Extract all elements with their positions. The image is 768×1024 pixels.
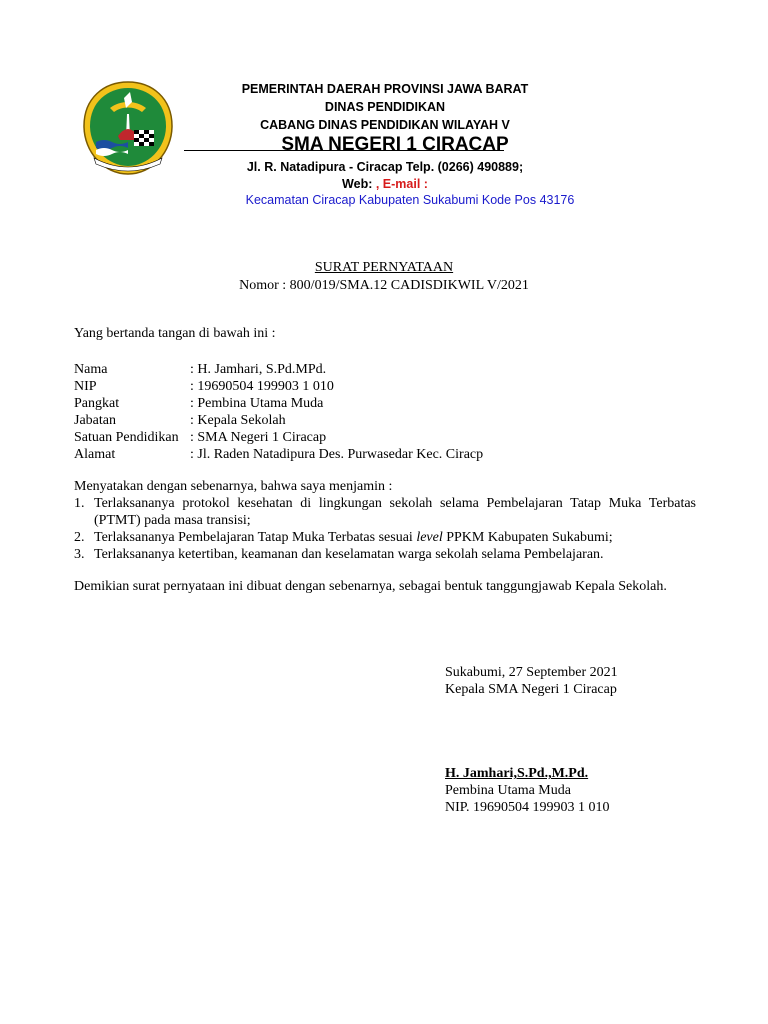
signature-rank: Pembina Utama Muda — [445, 783, 571, 798]
list-item-number: 2. — [74, 530, 85, 545]
identity-label: Satuan Pendidikan — [74, 430, 179, 445]
list-item-text-italic: level — [416, 530, 443, 545]
document-title — [0, 260, 768, 276]
west-java-emblem-logo — [80, 78, 176, 178]
identity-row-pangkat — [74, 396, 323, 412]
signature-role: Kepala SMA Negeri 1 Ciracap — [445, 682, 617, 697]
identity-value: : SMA Negeri 1 Ciracap — [190, 430, 327, 445]
identity-value: : Kepala Sekolah — [190, 413, 286, 428]
identity-label: NIP — [74, 379, 97, 394]
list-item-text: Terlaksananya ketertiban, keamanan dan keselamatan warga sekolah selama Pembelajaran. — [94, 547, 604, 562]
list-item — [74, 495, 696, 529]
identity-value: : Jl. Raden Natadipura Des. Purwasedar Kec. Ciracp — [190, 447, 484, 462]
identity-row-satuan-pendidikan — [74, 430, 326, 446]
signature-place-date: Sukabumi, 27 September 2021 — [445, 665, 618, 680]
intro-text: Yang bertanda tangan di bawah ini : — [74, 326, 276, 341]
letterhead-school-name: SMA NEGERI 1 CIRACAP — [281, 134, 509, 155]
statement-intro: Menyatakan dengan sebenarnya, bahwa saya menjamin : — [74, 479, 393, 494]
list-item-text — [94, 529, 696, 546]
identity-value: : H. Jamhari, S.Pd.MPd. — [190, 362, 327, 377]
identity-value: : 19690504 199903 1 010 — [190, 379, 334, 394]
list-item-text: Terlaksananya protokol kesehatan di lingkungan sekolah selama Pembelajaran Tatap Muka Terbatas (PTMT) pada masa transisi; — [94, 496, 696, 528]
identity-row-nip — [74, 379, 334, 395]
list-item-text-part: PPKM Kabupaten Sukabumi; — [442, 530, 613, 545]
letterhead-government: PEMERINTAH DAERAH PROVINSI JAWA BARAT — [241, 82, 529, 96]
identity-label: Pangkat — [74, 396, 120, 411]
letterhead-web-email — [190, 177, 580, 191]
closing-paragraph: Demikian surat pernyataan ini dibuat dengan sebenarnya, sebagai bentuk tanggungjawab Kepala Sekolah. — [74, 579, 667, 594]
document-number: Nomor : 800/019/SMA.12 CADISDIKWIL V/2021 — [239, 278, 529, 293]
document-title-text: SURAT PERNYATAAN — [314, 260, 454, 275]
letterhead-location: Kecamatan Ciracap Kabupaten Sukabumi Kode Pos 43176 — [245, 193, 575, 207]
list-item — [74, 546, 696, 563]
signature-nip: NIP. 19690504 199903 1 010 — [445, 800, 610, 815]
list-item — [74, 529, 696, 546]
web-label: Web: — [342, 177, 373, 191]
list-item-number: 1. — [74, 496, 85, 511]
letterhead-branch: CABANG DINAS PENDIDIKAN WILAYAH V — [260, 118, 510, 132]
identity-row-jabatan — [74, 413, 286, 429]
list-item-text-part: Terlaksananya Pembelajaran Tatap Muka Terbatas sesuai — [94, 530, 417, 545]
identity-row-nama — [74, 362, 326, 378]
identity-row-alamat — [74, 447, 483, 463]
identity-label: Alamat — [74, 447, 116, 462]
signature-name: H. Jamhari,S.Pd.,M.Pd. — [445, 766, 589, 781]
letterhead-address: Jl. R. Natadipura - Ciracap Telp. (0266) 490889; — [246, 160, 524, 174]
identity-label: Jabatan — [74, 413, 116, 428]
email-label: , E-mail : — [375, 177, 428, 191]
list-item-number: 3. — [74, 547, 85, 562]
letterhead-divider — [184, 150, 504, 151]
identity-label: Nama — [74, 362, 108, 377]
letterhead-department: DINAS PENDIDIKAN — [324, 100, 446, 114]
identity-value: : Pembina Utama Muda — [190, 396, 324, 411]
